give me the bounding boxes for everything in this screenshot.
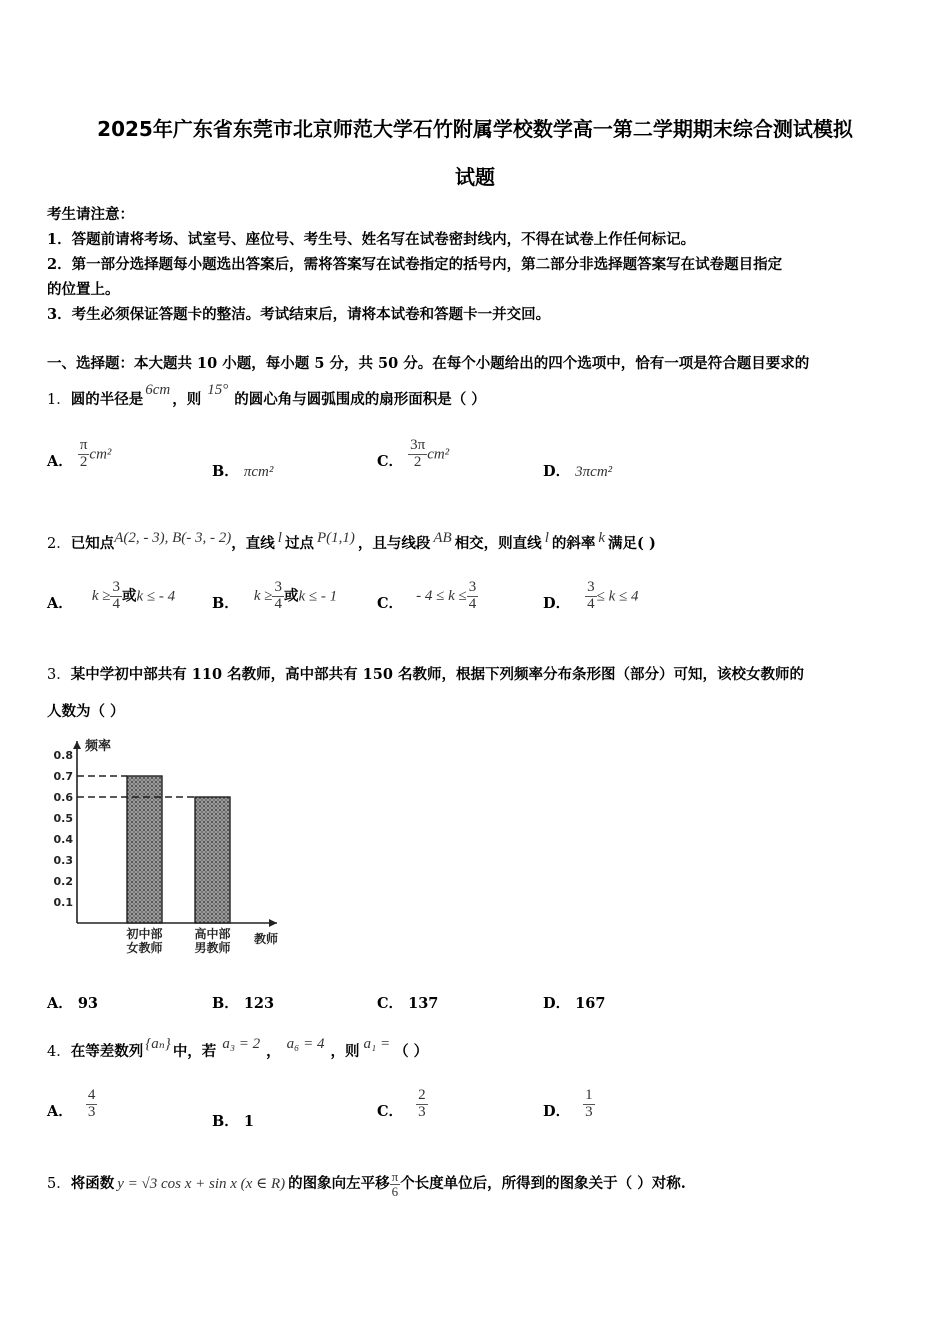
q4-text-e: （ ） <box>394 1043 429 1060</box>
option-value: 1 <box>243 1113 254 1130</box>
x-category-label: 高中部 <box>194 927 231 941</box>
option-label: B． <box>212 463 239 480</box>
chart-axes <box>73 738 278 946</box>
fraction: $\frac{1}{3}$ <box>585 1087 593 1120</box>
q4-text: 在等差数列 <box>70 1043 144 1060</box>
fraction: $\frac{\pi}{2}$ <box>79 437 88 470</box>
q4-option-a[interactable] <box>47 1088 97 1121</box>
fraction: $\frac{3\pi}{2}$ <box>410 437 426 470</box>
option-math: ≤ k ≤ 4 <box>596 588 639 605</box>
q4-option-d[interactable] <box>543 1088 595 1121</box>
option-math: k ≤ - 4 <box>136 588 176 605</box>
y-axis-arrow <box>73 741 81 749</box>
y-tick-label: 0.2 <box>53 875 73 888</box>
option-label: B． <box>212 1113 239 1130</box>
question-2 <box>47 532 656 553</box>
question-3 <box>47 663 804 684</box>
q5-function: y = √3 cos x + sin x (x ∈ R) <box>117 1176 286 1193</box>
y-axis-label: 频率 <box>85 739 112 754</box>
q2-text-d: ，且与线段 <box>357 535 431 552</box>
option-value: 167 <box>575 995 606 1012</box>
page-title: 2025年广东省东莞市北京师范大学石竹附属学校数学高一第二学期期末综合测试模拟 <box>97 117 853 141</box>
option-value: 123 <box>243 995 275 1012</box>
q2-slope-k: k <box>598 530 606 546</box>
q2-option-d[interactable] <box>543 580 639 613</box>
chart-categories <box>125 926 230 955</box>
option-label: D． <box>543 995 571 1012</box>
question-4 <box>47 1036 429 1061</box>
option-or: 或 <box>283 587 299 605</box>
option-label: B． <box>212 995 239 1012</box>
q2-line-l: l <box>277 530 282 546</box>
q4-text-d: ，则 <box>330 1043 360 1060</box>
section-heading: 一、选择题：本大题共 10 小题，每小题 5 分，共 50 分。在每个小题给出的四个选项中，恰有一项是符合题目要求的 <box>47 355 810 372</box>
option-math: k ≤ - 1 <box>298 588 338 605</box>
fraction: $\frac{3}{4}$ <box>587 579 595 612</box>
q5-text-c: 个长度单位后，所得到的图象关于（ ）对称. <box>400 1175 686 1193</box>
q2-text-c: 过点 <box>284 535 314 552</box>
question-3-cont: 人数为（ ） <box>47 703 125 720</box>
frequency-bar-chart <box>47 733 287 963</box>
q4-text-b: 中，若 <box>172 1043 217 1060</box>
notice-item-3: 3．考生必须保证答题卡的整洁。考试结束后，请将本试卷和答题卡一并交回。 <box>47 306 551 323</box>
q4-a1: a₁ = <box>363 1036 391 1052</box>
x-category-label: 女教师 <box>126 941 163 955</box>
option-value: πcm² <box>243 464 274 480</box>
q5-text-b: 的图象向左平移 <box>288 1175 390 1193</box>
q2-option-b[interactable] <box>212 580 337 613</box>
y-tick-label: 0.3 <box>53 854 73 867</box>
option-value: 3πcm² <box>575 464 613 480</box>
option-label: D． <box>543 595 571 613</box>
q3-option-a[interactable] <box>47 992 98 1013</box>
q1-option-c[interactable] <box>377 438 449 471</box>
q1-option-b[interactable] <box>212 460 273 481</box>
notice-item-2: 2．第一部分选择题每小题选出答案后，需将答案写在试卷指定的括号内，第二部分非选择题答案写在试卷题目指定 <box>47 256 783 273</box>
fraction: $\frac{3}{4}$ <box>274 579 282 612</box>
notice-item-2-cont: 的位置上。 <box>47 281 120 298</box>
x-category-label: 男教师 <box>194 941 231 955</box>
q2-text-f: 的斜率 <box>551 535 596 552</box>
option-value: 137 <box>408 995 439 1012</box>
y-tick-label: 0.5 <box>53 812 73 825</box>
q2-segment-ab: AB <box>433 530 452 546</box>
fraction: $\frac{3}{4}$ <box>112 579 120 612</box>
option-or: 或 <box>121 587 137 605</box>
q1-angle: 15° <box>207 382 229 398</box>
q1-text-b: ，则 <box>172 391 202 408</box>
option-label: A． <box>47 1103 73 1121</box>
q5-number: 5． <box>47 1176 71 1193</box>
q4-number: 4． <box>47 1044 71 1060</box>
option-label: C． <box>377 1103 404 1121</box>
q2-option-c[interactable] <box>377 580 478 613</box>
fraction: $\frac{4}{3}$ <box>87 1087 96 1120</box>
q1-text-c: 的圆心角与圆弧围成的扇形面积是（ ） <box>234 391 486 408</box>
q2-line-l2: l <box>544 530 549 546</box>
q2-text-b: ，直线 <box>231 535 275 552</box>
q2-points: A(2, - 3), B(- 3, - 2) <box>114 530 232 546</box>
option-label: D． <box>543 1103 571 1121</box>
option-value: 93 <box>77 995 99 1012</box>
chart-bars <box>77 776 230 923</box>
option-math: k ≥ <box>91 588 111 605</box>
q3-option-b[interactable] <box>212 992 274 1013</box>
fraction: $\frac{2}{3}$ <box>418 1087 426 1120</box>
option-math: k ≥ <box>253 588 273 605</box>
q1-option-d[interactable] <box>543 460 612 481</box>
q3-number: 3． <box>47 667 71 683</box>
q3-text: 某中学初中部共有 110 名教师，高中部共有 150 名教师，根据下列频率分布条形图（部分）可知，该校女教师的 <box>70 666 804 683</box>
option-math: - 4 ≤ k ≤ <box>416 588 467 605</box>
fraction: $\frac{\pi}{6}$ <box>391 1169 399 1199</box>
bar <box>127 776 162 923</box>
q2-text-e: 相交，则直线 <box>454 535 542 552</box>
q4-option-c[interactable] <box>377 1088 428 1121</box>
option-label: A． <box>47 995 73 1012</box>
y-tick-label: 0.1 <box>53 896 73 909</box>
q4-option-b[interactable] <box>212 1110 254 1131</box>
q4-a3: a₃ = 2 <box>222 1036 261 1052</box>
page-title-line2: 试题 <box>455 165 495 189</box>
notice-item-1: 1．答题前请将考场、试室号、座位号、考生号、姓名写在试卷密封线内，不得在试卷上作任何标记。 <box>47 231 696 248</box>
q2-number: 2． <box>47 536 71 552</box>
option-label: A． <box>47 453 73 471</box>
y-tick-label: 0.8 <box>53 749 73 762</box>
x-category-label: 初中部 <box>126 927 163 941</box>
chart-ticks <box>54 749 74 909</box>
q4-text-c: ， <box>266 1043 281 1060</box>
y-tick-label: 0.4 <box>53 833 73 846</box>
x-axis-arrow <box>269 919 277 927</box>
question-1 <box>47 382 486 409</box>
x-axis-label: 教师 <box>254 932 279 946</box>
option-label: A． <box>47 595 73 613</box>
q1-option-a[interactable] <box>47 438 111 471</box>
option-label: B． <box>212 595 239 613</box>
y-tick-label: 0.6 <box>53 791 73 804</box>
q2-text: 已知点 <box>70 535 115 552</box>
q1-number: 1． <box>47 392 71 408</box>
question-5 <box>47 1170 686 1198</box>
q4-sequence: {aₙ} <box>145 1036 171 1052</box>
q2-point-p: P(1,1) <box>316 530 355 546</box>
option-label: D． <box>543 463 571 480</box>
q1-text: 圆的半径是 <box>70 391 144 408</box>
q5-text: 将函数 <box>70 1175 115 1193</box>
option-label: C． <box>377 595 404 613</box>
option-label: C． <box>377 995 404 1012</box>
notice-heading: 考生请注意： <box>47 206 134 223</box>
option-unit: cm² <box>427 446 450 463</box>
q2-text-g: 满足( ) <box>608 535 656 552</box>
fraction: $\frac{3}{4}$ <box>468 579 477 612</box>
y-tick-label: 0.7 <box>53 770 73 783</box>
q4-a6: a₆ = 4 <box>286 1036 325 1052</box>
q3-option-d[interactable] <box>543 992 605 1013</box>
q3-option-c[interactable] <box>377 992 438 1013</box>
q1-radius: 6cm <box>145 382 171 398</box>
q2-option-a[interactable] <box>47 580 175 613</box>
option-unit: cm² <box>89 446 112 463</box>
bar <box>195 797 230 923</box>
option-label: C． <box>377 453 404 471</box>
